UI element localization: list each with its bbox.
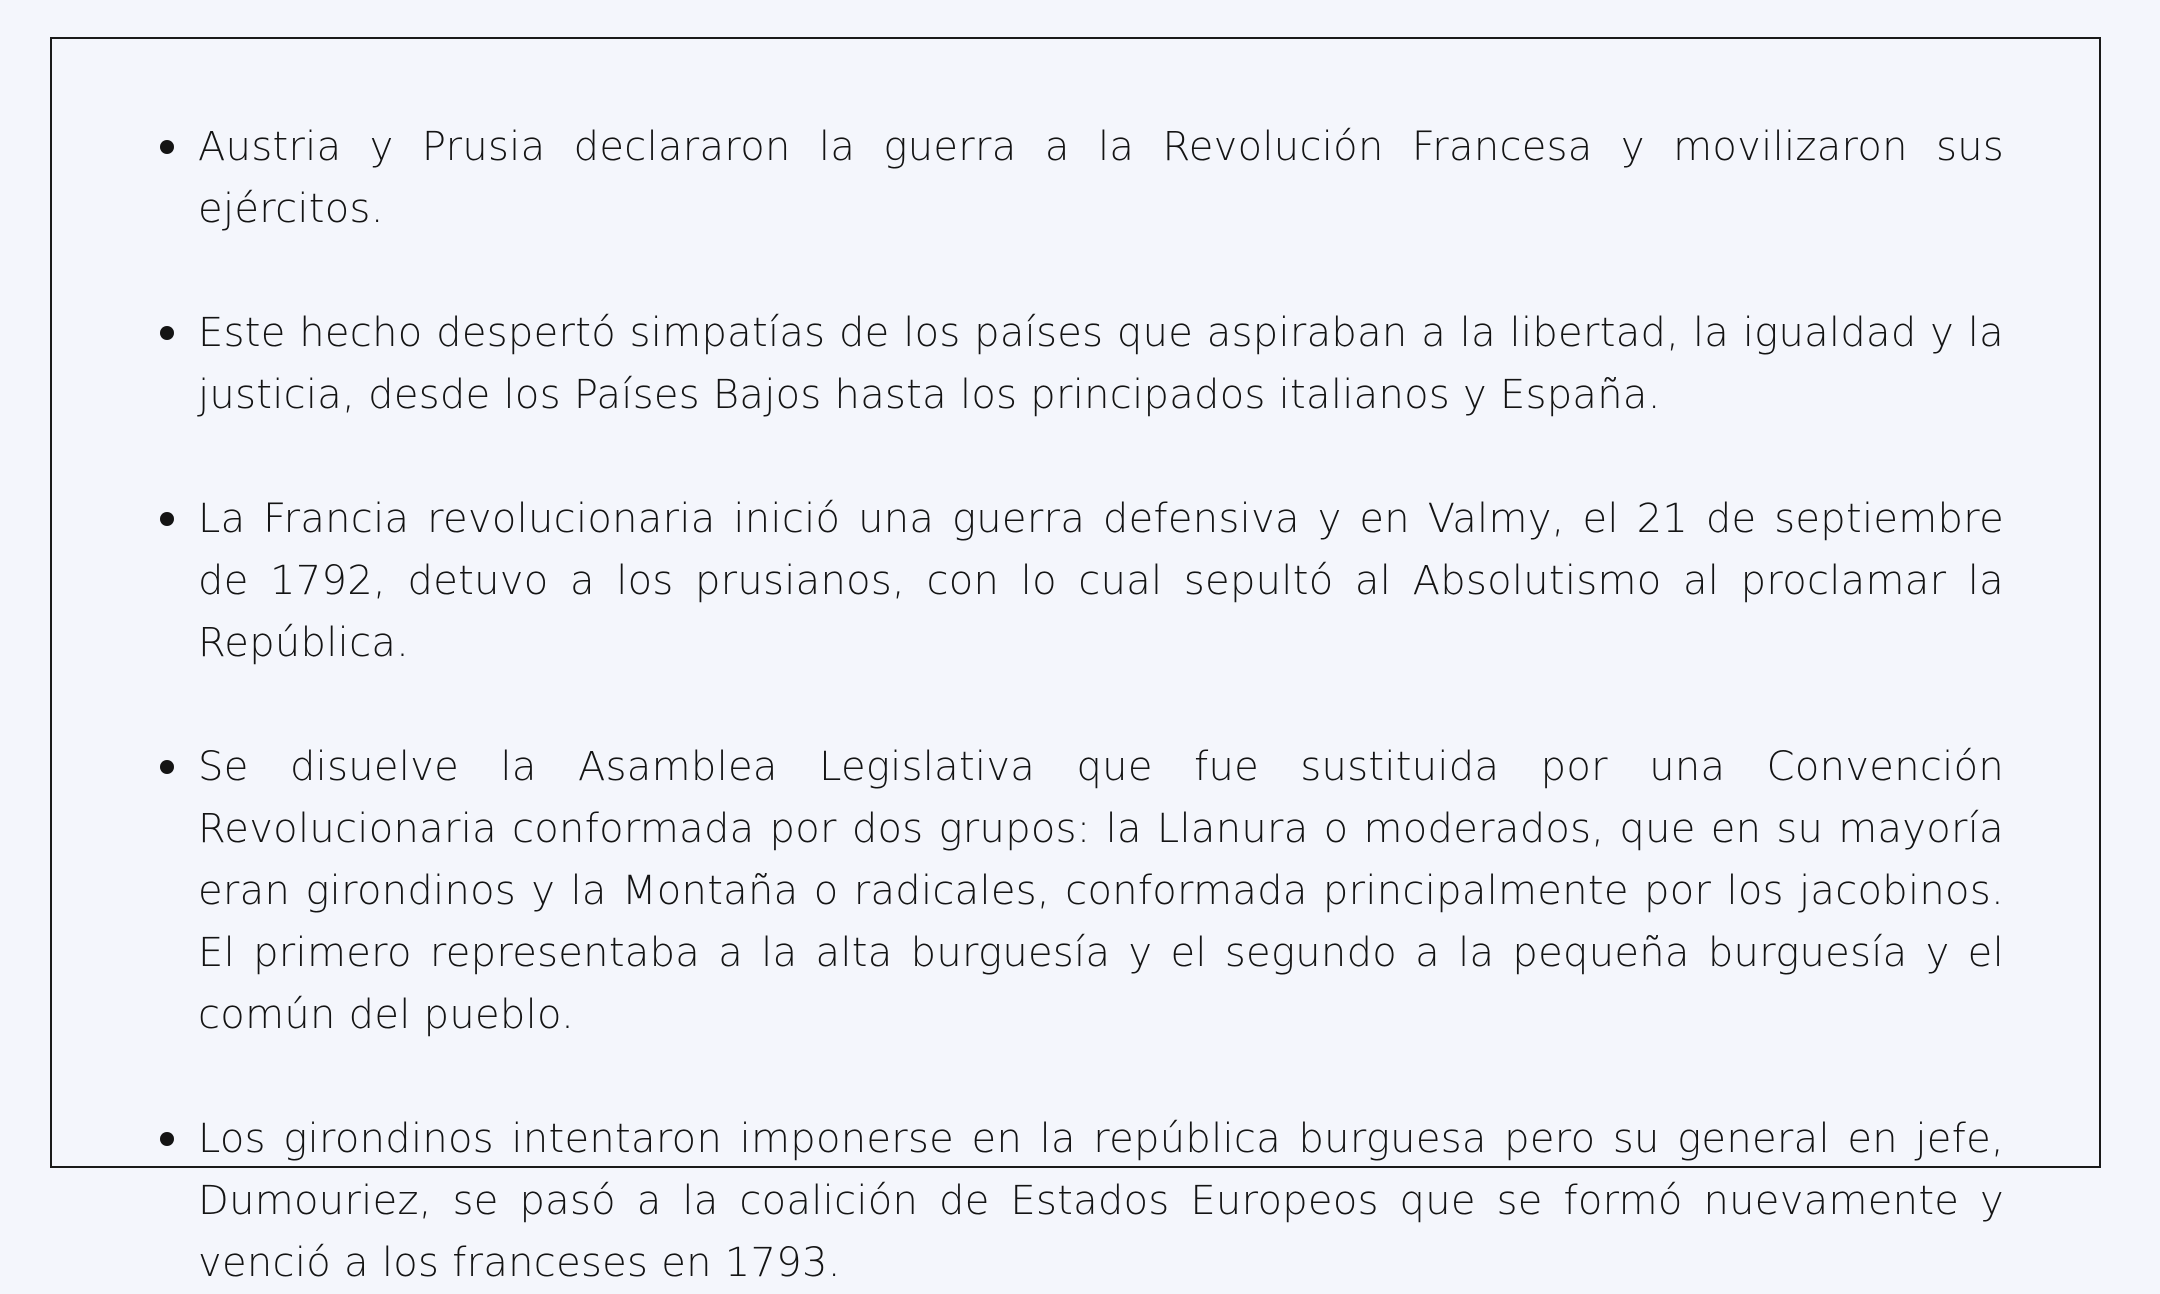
bullet-item-girondinos: [148, 1108, 2004, 1294]
bullet-dot-icon: [160, 512, 174, 526]
bullet-item-valmy: [148, 488, 2004, 674]
bullet-item-simpatias: [148, 302, 2004, 426]
bullet-text: Los girondinos intentaron imponerse en la república burguesa pero su general en jefe, Dumouriez, se pasó a la coalición de Estados Europeos que se formó nuevamente y venció a los franceses en 1793.: [198, 1116, 2004, 1286]
bullet-text: Se disuelve la Asamblea Legislativa que fue sustituida por una Convención Revolucionaria conformada por dos grupos: la Llanura o moderados, que en su mayoría eran girondinos y la Montaña o radicales, conformada principalmente por los jacobinos. El primero representaba a la alta burguesía y el segundo a la pequeña burguesía y el común del pueblo.: [198, 744, 2004, 1038]
bullet-item-austria-prusia: [148, 116, 2004, 240]
bullet-list: [148, 116, 2004, 1294]
bullet-dot-icon: [160, 760, 174, 774]
bullet-item-convencion: [148, 736, 2004, 1046]
bullet-text: La Francia revolucionaria inició una guerra defensiva y en Valmy, el 21 de septiembre de 1792, detuvo a los prusianos, con lo cual sepultó al Absolutismo al proclamar la República.: [198, 496, 2004, 666]
bullet-dot-icon: [160, 140, 174, 154]
bullet-text: Austria y Prusia declararon la guerra a la Revolución Francesa y movilizaron sus ejércitos.: [198, 124, 2004, 232]
bullet-text: Este hecho despertó simpatías de los países que aspiraban a la libertad, la igualdad y la justicia, desde los Países Bajos hasta los principados italianos y España.: [198, 310, 2004, 418]
bullet-dot-icon: [160, 326, 174, 340]
bullet-dot-icon: [160, 1132, 174, 1146]
